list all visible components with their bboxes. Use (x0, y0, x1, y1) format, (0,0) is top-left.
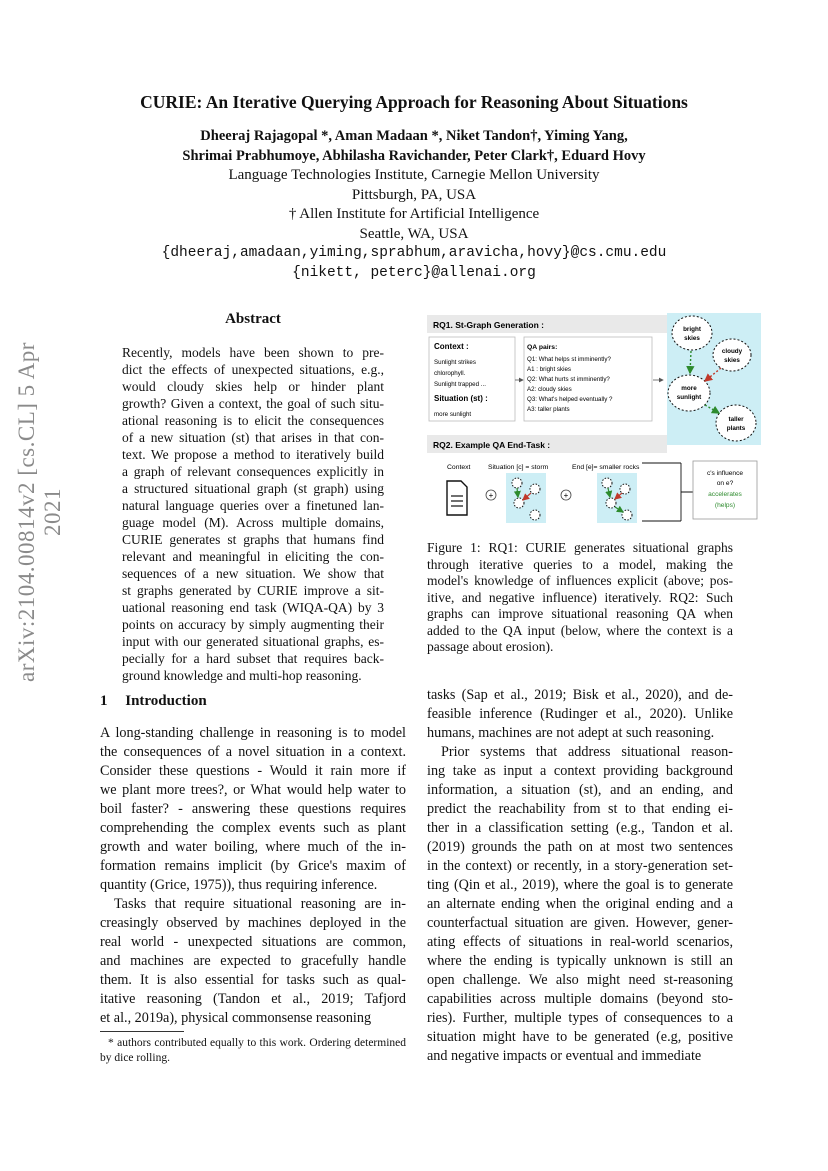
rq2-situation-label: Situation [c] = storm (488, 464, 549, 471)
plus-sign-1: + (488, 491, 494, 500)
intro-left-line-2: the consequences of a novel situation in a context. (100, 744, 406, 760)
intro-left-line-16: et al., 2019a), physical commonsense reasoning (100, 1010, 372, 1026)
caption-line-3: model's knowledge of influences explicit (above; pos- (427, 573, 733, 588)
intro-right-line-8: ther in a classification setting (e.g., Tandon et al. (427, 820, 733, 836)
intro-right-line-12: an alternate ending when the original ending and a (427, 896, 733, 912)
node-sunlight-label-1: more (681, 385, 697, 392)
abstract-line-10: natural language queries over a finetuned lan- (122, 498, 384, 513)
authors-line-1: Dheeraj Rajagopal *, Aman Madaan *, Niket Tandon†, Yiming Yang, (200, 128, 628, 144)
abstract-line-16: uational reasoning end task (WIQA-QA) by 3 (122, 600, 384, 615)
abstract-line-4: growth? Given a context, the goal of such situ- (122, 396, 384, 411)
plus-sign-2: + (563, 491, 569, 500)
intro-left-line-3: Consider these questions - Would it rain more if (100, 763, 406, 779)
intro-right-line-1: tasks (Sap et al., 2019; Bisk et al., 2020), and de- (427, 687, 733, 703)
footnote: * authors contributed equally to this work. Ordering determined by dice rolling. (100, 1037, 406, 1064)
caption-line-2: through iterative queries to a model, making the (427, 556, 733, 572)
rq2-context-label: Context (447, 464, 471, 471)
rq1-header: RQ1. St-Graph Generation : (433, 320, 544, 330)
abstract-line-12: CURIE generates st graphs that humans find (122, 532, 384, 547)
intro-right-line-6: information, a situation (st), and an ending, and (427, 782, 733, 798)
affiliation-ai2: † Allen Institute for Artificial Intelligence (288, 206, 540, 222)
intro-right-body (427, 686, 733, 1066)
footnote-rule (100, 1031, 184, 1032)
intro-right-line-2: feasible inference (Rudinger et al., 2020). Unlike (427, 706, 733, 722)
affiliations (0, 166, 828, 283)
abstract-line-13: relevant and meaningful in eliciting the con- (122, 549, 384, 564)
intro-left-line-4: we plant more trees?, or What would help water to (100, 782, 406, 798)
intro-right-line-19: situation might have to be generated (e.g, positive (427, 1029, 733, 1045)
paper-title: CURIE: An Iterative Querying Approach for Reasoning About Situations (140, 92, 688, 112)
situation-label: Situation (st) : (434, 394, 488, 403)
node-bright-label-2: skies (684, 335, 700, 342)
qa-label: QA pairs: (527, 344, 558, 351)
intro-left-line-15: itative reasoning (Tandon et al., 2019; Tafjord (100, 991, 406, 1007)
intro-left-line-6: comprehending the complex events such as plant (100, 820, 406, 836)
intro-right-line-5: ing take as input a context providing background (427, 763, 733, 779)
abstract-line-11: guage model (M). Across multiple domains, (122, 515, 384, 530)
abstract-line-2: dict the effects of unexpected situations, e.g., (122, 362, 384, 377)
abstract-heading: Abstract (225, 311, 281, 327)
intro-right-line-7: predict the reachability from st to that ending ei- (427, 801, 733, 817)
arxiv-stamp: arXiv:2104.00814v2 [cs.CL] 5 Apr 2021 (14, 342, 65, 682)
intro-right-line-17: capabilities across multiple domains (beyond sto- (427, 991, 733, 1007)
abstract-line-5: ational reasoning is to elicit the consequences (122, 413, 384, 428)
abstract-line-9: a structured situational graph (st graph) using (122, 481, 384, 496)
abstract-line-1: Recently, models have been shown to pre- (122, 345, 384, 360)
intro-right-line-11: ting (Qin et al., 2019), where the goal is to generate (427, 877, 733, 893)
answer-line-2: on e? (716, 480, 734, 487)
qa-line-2: A1 : bright skies (527, 366, 572, 373)
intro-left-body (100, 724, 406, 1028)
node-bright-skies (672, 316, 712, 350)
situation-value: more sunlight (434, 411, 472, 418)
intro-left-line-11: creasingly observed by machines deployed in the (100, 915, 406, 931)
emails-cmu: {dheeraj,amadaan,yiming,sprabhum,aravicha,hovy}@cs.cmu.edu (161, 245, 667, 261)
intro-left-line-13: and machines are expected to gracefully handle (100, 953, 406, 969)
abstract-line-17: points on accuracy by simply augmenting their (122, 617, 384, 632)
abstract-line-8: a graph of relevant consequences explicitly in (122, 464, 384, 479)
node-taller-plants (716, 405, 756, 441)
emails-ai2: {nikett, peterc}@allenai.org (292, 264, 536, 281)
intro-right-line-16: open challenge. We also might need st-reasoning (427, 972, 733, 988)
rq2-header: RQ2. Example QA End-Task : (433, 440, 551, 450)
context-line-2: chlorophyll. (434, 370, 466, 377)
intro-right-line-18: ries). Further, multiple types of consequences to a (427, 1010, 733, 1026)
figure-caption (427, 539, 733, 655)
node-more-sunlight (668, 375, 710, 411)
node-taller-label-1: taller (728, 416, 744, 423)
context-label: Context : (434, 342, 469, 351)
caption-line-7: passage about erosion). (427, 639, 554, 654)
abstract-line-6: of a new situation (st) that arises in that con- (122, 430, 384, 445)
answer-line-1: c's influence (706, 470, 744, 477)
intro-heading (100, 693, 207, 710)
intro-left-line-9: quantity (Grice, 1975)), thus requiring inference. (100, 877, 378, 893)
intro-left-line-7: growth and water boiling, where much of the in- (100, 839, 406, 855)
intro-left-line-10: Tasks that require situational reasoning are in- (114, 896, 406, 912)
node-taller-label-2: plants (726, 425, 746, 432)
intro-left-line-8: formation remains implicit (by Grice's maxim of (100, 858, 406, 874)
answer-line-4: (helps) (714, 502, 736, 509)
abstract-line-20: ground knowledge and multi-hop reasoning. (122, 668, 362, 683)
abstract-line-7: text. We propose a method to iteratively build (122, 447, 384, 462)
intro-left-line-1: A long-standing challenge in reasoning is to model (100, 725, 406, 741)
qa-line-1: Q1: What helps st imminently? (527, 356, 611, 363)
intro-right-line-13: counterfactual situation are given. However, gener- (427, 915, 733, 931)
intro-left-line-5: boil faster? - answering these questions requires (100, 801, 406, 817)
context-line-3: Sunlight trapped ... (434, 381, 486, 388)
abstract-line-3: would cloudy skies help or hinder plant (122, 379, 384, 394)
intro-right-line-15: where the ending is typically unknown is still an (427, 953, 733, 969)
caption-line-6: added to the QA input (below, where the context is a (427, 622, 733, 638)
rq2-end-label: End [e]= smaller rocks (572, 464, 640, 471)
document-icon (447, 481, 467, 515)
qa-line-5: Q3: What's helped eventually ? (527, 396, 613, 403)
abstract-line-15: st graphs generated by CURIE improve a sit- (122, 583, 384, 598)
abstract-line-19: pecially for a hard subset that requires back- (122, 651, 384, 666)
qa-line-4: A2: cloudy skies (527, 386, 572, 393)
node-cloudy-label-1: cloudy (721, 348, 743, 355)
caption-line-5: graphs can improve situational reasoning QA when (427, 606, 733, 621)
location-pittsburgh: Pittsburgh, PA, USA (351, 186, 477, 203)
intro-left-line-12: real world - unexpected situations are common, (100, 934, 406, 950)
intro-right-line-9: (2019) grounds the path on at most two sentences (427, 839, 733, 855)
node-bright-label-1: bright (683, 326, 701, 333)
authors (0, 126, 828, 166)
intro-right-line-20: and negative impacts or eventual and immediate (427, 1048, 702, 1064)
bracket (642, 463, 693, 521)
node-cloudy-label-2: skies (724, 357, 740, 364)
affiliation-cmu: Language Technologies Institute, Carnegie Mellon University (228, 167, 600, 183)
context-line-1: Sunlight strikes (434, 359, 476, 366)
caption-line-1: Figure 1: RQ1: CURIE generates situational graphs (427, 540, 733, 555)
node-cloudy-skies (713, 339, 751, 371)
abstract-line-18: input with our generated situational graphs, es- (122, 634, 384, 649)
intro-right-line-10: in the context) or recently, in a story-generation set- (427, 858, 733, 874)
authors-line-2: Shrimai Prabhumoye, Abhilasha Ravichander, Peter Clark†, Eduard Hovy (182, 148, 646, 164)
qa-line-3: Q2: What hurts st imminently? (527, 376, 610, 383)
intro-left-line-14: them. It is also essential for tasks such as qual- (100, 972, 406, 988)
intro-right-line-3: humans, machines are not adept at such reasoning. (427, 725, 715, 741)
node-sunlight-label-2: sunlight (676, 394, 702, 401)
intro-heading-text: Introduction (125, 693, 207, 709)
location-seattle: Seattle, WA, USA (359, 225, 469, 242)
intro-right-line-14: ating effects of situations in real-world scenarios, (427, 934, 733, 950)
intro-heading-number: 1 (100, 693, 108, 709)
figure-1 (427, 313, 761, 528)
answer-line-3: accelerates (708, 491, 742, 498)
abstract-body (122, 344, 384, 684)
caption-line-4: itive, and negative influence) iteratively. RQ2: Such (427, 589, 733, 605)
abstract-line-14: sequences of a new situation. We show that (122, 566, 384, 581)
qa-line-6: A3: taller plants (527, 406, 570, 413)
intro-right-line-4: Prior systems that address situational reason- (441, 744, 733, 760)
